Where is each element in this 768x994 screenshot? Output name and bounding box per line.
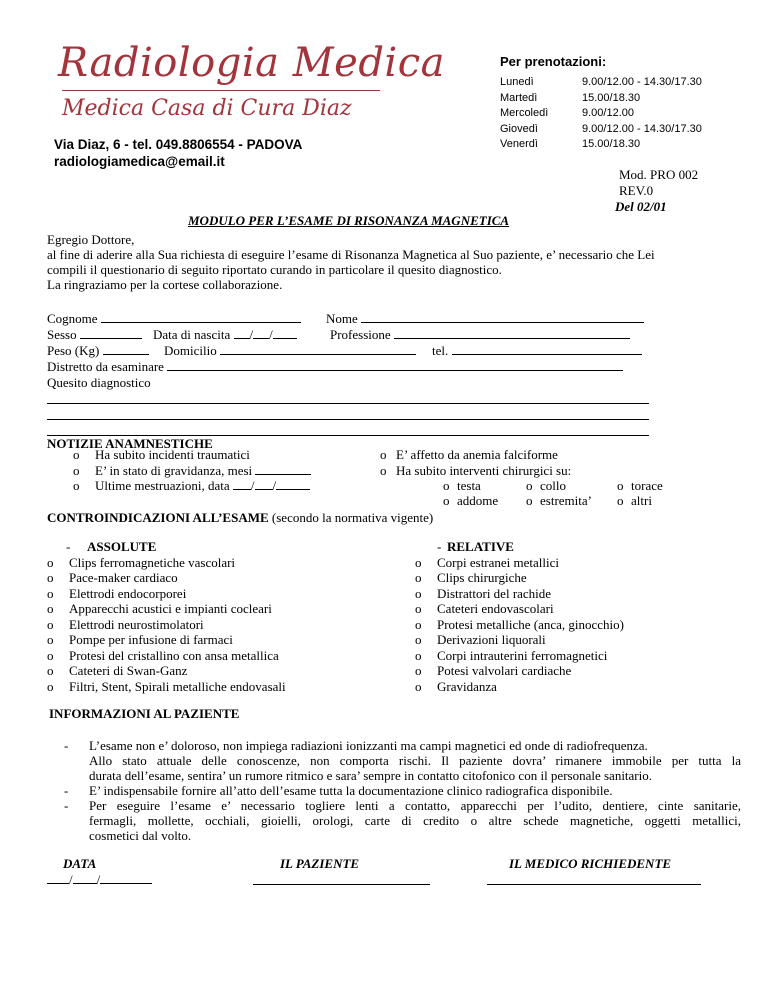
contro-heading [47,510,433,526]
date-separator: / [69,872,73,887]
list-item: o Pompe per infusione di farmaci [47,632,233,647]
field-label: Nome [326,311,358,326]
list-item: o Pace-maker cardiaco [47,570,178,585]
surgery-altri: o altri [617,493,652,508]
list-item: o Clips chirurgiche [415,570,527,585]
checkbox-icon[interactable]: o [415,632,422,647]
gravidanza-mesi-input[interactable] [255,463,311,475]
list-title: - RELATIVE [437,539,514,554]
contro-note: (secondo la normativa vigente) [271,510,434,525]
info-line: E’ indispensabile fornire all’atto dell’esame tutta la documentazione clinico radiografica disponibile. [89,783,613,798]
list-item: o Corpi estranei metallici [415,554,560,570]
info-dash: - [64,738,69,753]
info-line: cosmetici dal volto. [89,828,192,843]
sig-medico-line[interactable] [487,884,701,885]
field-peso [47,343,149,359]
checkbox-icon[interactable]: o [47,554,54,570]
info-dash: - [64,798,69,813]
intro-line: compili il questionario di seguito riportato curando in particolare il quesito diagnostico. [47,262,502,277]
booking-title: Per prenotazioni: [500,54,607,69]
checkbox-icon[interactable]: o [415,570,422,585]
checkbox-icon[interactable]: o [47,570,54,585]
anamnesi-heading: NOTIZIE ANAMNESTICHE [47,436,213,451]
field-label: Peso (Kg) [47,343,100,358]
tel-input[interactable] [452,343,642,355]
field-domicilio [164,343,416,359]
info-heading: INFORMAZIONI AL PAZIENTE [49,706,240,721]
checkbox-icon[interactable]: o [415,585,422,601]
assolute-list [47,539,286,694]
list-item: o Potesi valvolari cardiache [415,663,572,678]
list-item: o Apparecchi acustici e impianti cocleari [47,601,272,616]
intro [47,232,655,292]
address: Via Diaz, 6 - tel. 049.8806554 - PADOVA [54,137,303,152]
info-line: L’esame non e’ doloroso, non impiega radiazioni ionizzanti ma campi magnetici ed onde di radiofrequenza. [89,738,648,753]
checkbox-icon[interactable]: o [47,647,54,663]
checkbox-icon[interactable]: o [526,493,533,508]
list-title: - ASSOLUTE [66,539,157,554]
field-professione [330,327,630,343]
checkbox-icon[interactable]: o [415,678,422,694]
field-quesito [47,375,151,391]
sig-year-input[interactable] [100,872,152,884]
list-item: o Ultime mestruazioni, data / / [73,478,311,494]
field-nome [326,311,644,327]
booking-row: Venerdì 15.00/18.30 [500,138,641,150]
birth-year-input[interactable] [273,327,297,339]
checkbox-icon[interactable]: o [73,462,80,478]
checkbox-icon[interactable]: o [617,478,624,493]
date-separator: / [250,478,255,493]
checkbox-icon[interactable]: o [47,632,54,647]
birth-day-input[interactable] [234,327,250,339]
mestruazioni-month-input[interactable] [255,478,273,490]
quesito-line[interactable] [47,403,649,404]
field-label: Domicilio [164,343,217,358]
field-data-nascita [153,327,297,343]
date-separator: / [249,327,254,342]
cognome-input[interactable] [101,311,301,323]
field-label: Quesito diagnostico [47,375,151,390]
field-label: Cognome [47,311,98,326]
checkbox-icon[interactable]: o [73,447,80,462]
surgery-addome: o addome [443,493,499,508]
checkbox-icon[interactable]: o [415,647,422,663]
list-item: o Elettrodi neurostimolatori [47,616,204,632]
relative-list [415,539,624,694]
anamnesi-right-list [380,447,571,478]
field-distretto [47,359,623,375]
checkbox-icon[interactable]: o [73,478,80,493]
checkbox-icon[interactable]: o [526,478,533,493]
checkbox-icon[interactable]: o [47,678,54,694]
list-item: o Clips ferromagnetiche vascolari [47,554,236,570]
surgery-estremita: o estremita’ [526,493,592,508]
mestruazioni-year-input[interactable] [276,478,310,490]
sig-paziente-line[interactable] [253,884,430,885]
info-paragraph [89,798,741,843]
nome-input[interactable] [361,311,644,323]
info-line: fermagli, mollette, occhiali, gioielli, orologi, carte di credito o altre schede magnetiche, oggetti metallici, [89,813,741,828]
checkbox-icon[interactable]: o [380,462,387,478]
logo-title: Radiologia Medica [58,40,445,86]
checkbox-icon[interactable]: o [380,447,387,462]
info-line: Per eseguire l’esame e’ necessario togliere lenti a contatto, apparecchi per l’udito, dentiere, cinte sanitarie, [89,798,741,813]
checkbox-icon[interactable]: o [443,478,450,493]
surgery-torace: o torace [617,478,663,493]
peso-input[interactable] [103,343,149,355]
booking-row: Lunedì 9.00/12.00 - 14.30/17.30 [500,76,702,88]
date-separator: / [96,872,101,887]
sig-date [47,872,152,888]
checkbox-icon[interactable]: o [415,663,422,678]
checkbox-icon[interactable]: o [415,554,422,570]
checkbox-icon[interactable]: o [415,616,422,632]
sig-day-input[interactable] [47,872,69,884]
info-line: durata dell’esame, sentira’ un rumore ritmico e sara’ sempre in contatto citofonico con il personale sanitario. [89,768,652,783]
sig-month-input[interactable] [73,872,97,884]
info-dash: - [64,783,69,798]
field-label: tel. [432,343,449,358]
logo-subtitle: Medica Casa di Cura Diaz [62,96,352,121]
list-item: o Gravidanza [415,678,497,694]
booking-row: Giovedì 9.00/12.00 - 14.30/17.30 [500,122,702,135]
intro-line: al fine di aderire alla Sua richiesta di eseguire l’esame di Risonanza Magnetica al Suo paziente, e’ necessario che Lei [47,247,655,262]
professione-input[interactable] [394,327,630,339]
list-item: o Ha subito incidenti traumatici [73,447,250,462]
list-item: o Derivazioni liquorali [415,632,546,647]
sig-paziente-label: IL PAZIENTE [280,856,360,871]
field-tel [432,343,642,359]
logo-divider [62,90,380,91]
intro-line: La ringraziamo per la cortese collaborazione. [47,277,283,292]
contro-title: CONTROINDICAZIONI ALL’ESAME [47,510,269,525]
list-item: o Protesi metalliche (anca, ginocchio) [415,616,624,632]
checkbox-icon[interactable]: o [47,663,54,678]
list-item: o Filtri, Stent, Spirali metalliche endovasali [47,678,286,694]
info-paragraph [89,738,741,783]
field-label: Sesso [47,327,77,342]
field-label: Professione [330,327,391,342]
surgery-testa: o testa [443,478,481,493]
distretto-input[interactable] [167,359,623,371]
list-item: o Elettrodi endocorporei [47,585,187,601]
list-item: o Cateteri endovascolari [415,601,554,616]
birth-month-input[interactable] [253,327,269,339]
sig-data-label: DATA [63,856,97,871]
list-item: o E’ in stato di gravidanza, mesi [73,463,311,479]
date-separator: / [269,327,273,342]
quesito-line[interactable] [47,419,649,420]
list-item: o E’ affetto da anemia falciforme [380,447,558,462]
surgery-collo: o collo [526,478,566,493]
field-cognome [47,311,301,327]
booking-row: Martedì 15.00/18.30 [500,91,641,104]
list-item: o Cateteri di Swan-Ganz [47,663,188,678]
field-label: Data di nascita [153,327,231,342]
checkbox-icon[interactable]: o [415,601,422,616]
anamnesi-left-list [73,447,311,494]
info-paragraph [89,783,613,798]
email: radiologiamedica@email.it [54,154,225,169]
list-item: o Corpi intrauterini ferromagnetici [415,647,608,663]
list-item: o Ha subito interventi chirurgici su: [380,462,572,478]
info-line: Allo stato attuale delle conoscenze, non comporta rischi. Il paziente dovra’ rimanere immobile per tutta la [89,753,741,768]
booking-row: Mercoledì 9.00/12.00 [500,107,634,119]
intro-greeting: Egregio Dottore, [47,232,135,247]
doc-rev: REV.0 [619,183,654,198]
sesso-input[interactable] [80,327,142,339]
checkbox-icon[interactable]: o [443,493,450,508]
booking-table [500,75,702,153]
page-title: MODULO PER L’ESAME DI RISONANZA MAGNETICA [188,213,510,228]
checkbox-icon[interactable]: o [47,601,54,616]
list-item: o Distrattori del rachide [415,585,552,601]
domicilio-input[interactable] [220,343,416,355]
field-sesso [47,327,142,343]
checkbox-icon[interactable]: o [617,493,624,508]
doc-mod: Mod. PRO 002 [619,167,699,182]
doc-date: Del 02/01 [615,199,667,214]
field-label: Distretto da esaminare [47,359,164,374]
sig-medico-label: IL MEDICO RICHIEDENTE [509,856,672,871]
checkbox-icon[interactable]: o [47,616,54,632]
list-item: o Protesi del cristallino con ansa metallica [47,647,279,663]
checkbox-icon[interactable]: o [47,585,54,601]
mestruazioni-day-input[interactable] [233,478,251,490]
date-separator: / [272,478,277,493]
